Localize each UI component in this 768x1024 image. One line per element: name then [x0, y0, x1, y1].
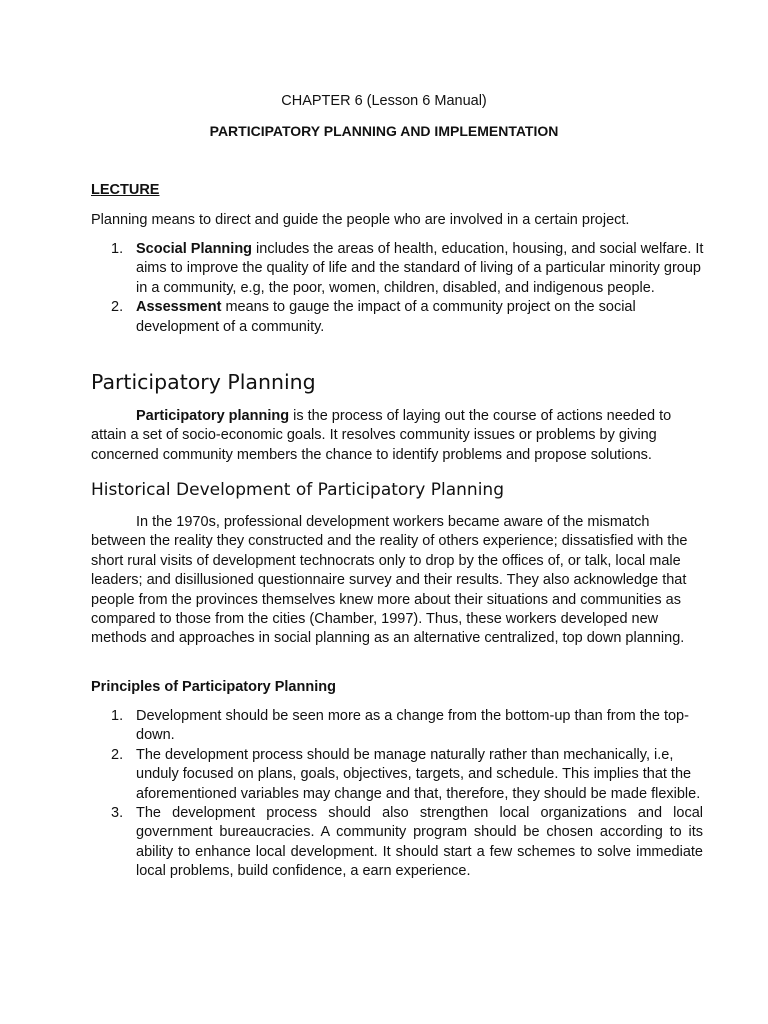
paragraph-term: Participatory planning	[136, 408, 290, 424]
principle-text: The development process should also strengthen local organizations and local government bureaucracies. A community program should be chosen according to its ability to enhance local development. It should start a few schemes to solve immediate local problems, build confidence, a earn experience.	[136, 805, 703, 880]
section-heading-historical-development: Historical Development of Participatory Planning	[91, 480, 504, 500]
lecture-intro: Planning means to direct and guide the people who are involved in a certain project.	[91, 212, 630, 228]
definition-text: includes the areas of health, education, housing, and social welfare. It aims to improve the quality of life and the standard of living of a particular minority group in a community, e.g, the poor, women, children, disabled, and indigenous people.	[136, 241, 704, 296]
paragraph-text: is the process of laying out the course of actions needed to attain a set of socio-economic goals. It resolves community issues or problems by giving concerned community members the chance to identify problems and propose solutions.	[91, 408, 672, 463]
section-heading-participatory-planning: Participatory Planning	[91, 370, 316, 394]
document-title: PARTICIPATORY PLANNING AND IMPLEMENTATION	[209, 123, 559, 139]
definition-term: Assessment	[136, 299, 222, 316]
lecture-heading: LECTURE	[91, 182, 160, 198]
list-number: 1.	[111, 708, 124, 724]
chapter-label: CHAPTER 6 (Lesson 6 Manual)	[281, 93, 487, 109]
definition-term: Scocial Planning	[136, 241, 253, 257]
section-heading-principles: Principles of Participatory Planning	[91, 679, 336, 695]
list-item	[91, 746, 703, 804]
list-item	[91, 298, 711, 337]
list-number: 2.	[111, 299, 124, 316]
participatory-paragraph	[91, 407, 706, 465]
principle-text: Development should be seen more as a change from the bottom-up than from the top-down.	[136, 708, 689, 744]
list-number: 1.	[111, 241, 124, 257]
principles-list	[91, 707, 703, 882]
definition-list	[91, 240, 711, 337]
list-item	[91, 707, 703, 746]
principle-text: The development process should be manage naturally rather than mechanically, i.e, unduly focused on plans, goals, objectives, targets, and schedule. This implies that the aforementioned variables may change and that, therefore, they should be made flexible.	[136, 746, 701, 802]
historical-paragraph: In the 1970s, professional development workers became aware of the mismatch between the reality they constructed and the reality of others experience; dissatisfied with the short rural visits of development technocrats only to drop by the offices of, or talk, local male leaders; and disillusioned questionnaire survey and their results. They also acknowledge that people from the provinces themselves knew more about their situations and communities as compared to those from the cities (Chamber, 1997). Thus, these workers developed new methods and approaches in social planning as an alternative centralized, top down planning.	[91, 514, 688, 647]
list-item	[91, 804, 703, 882]
list-item	[91, 240, 711, 298]
definition-text: means to gauge the impact of a community project on the social development of a community.	[136, 299, 636, 335]
list-number: 3.	[111, 805, 124, 822]
list-number: 2.	[111, 746, 124, 763]
